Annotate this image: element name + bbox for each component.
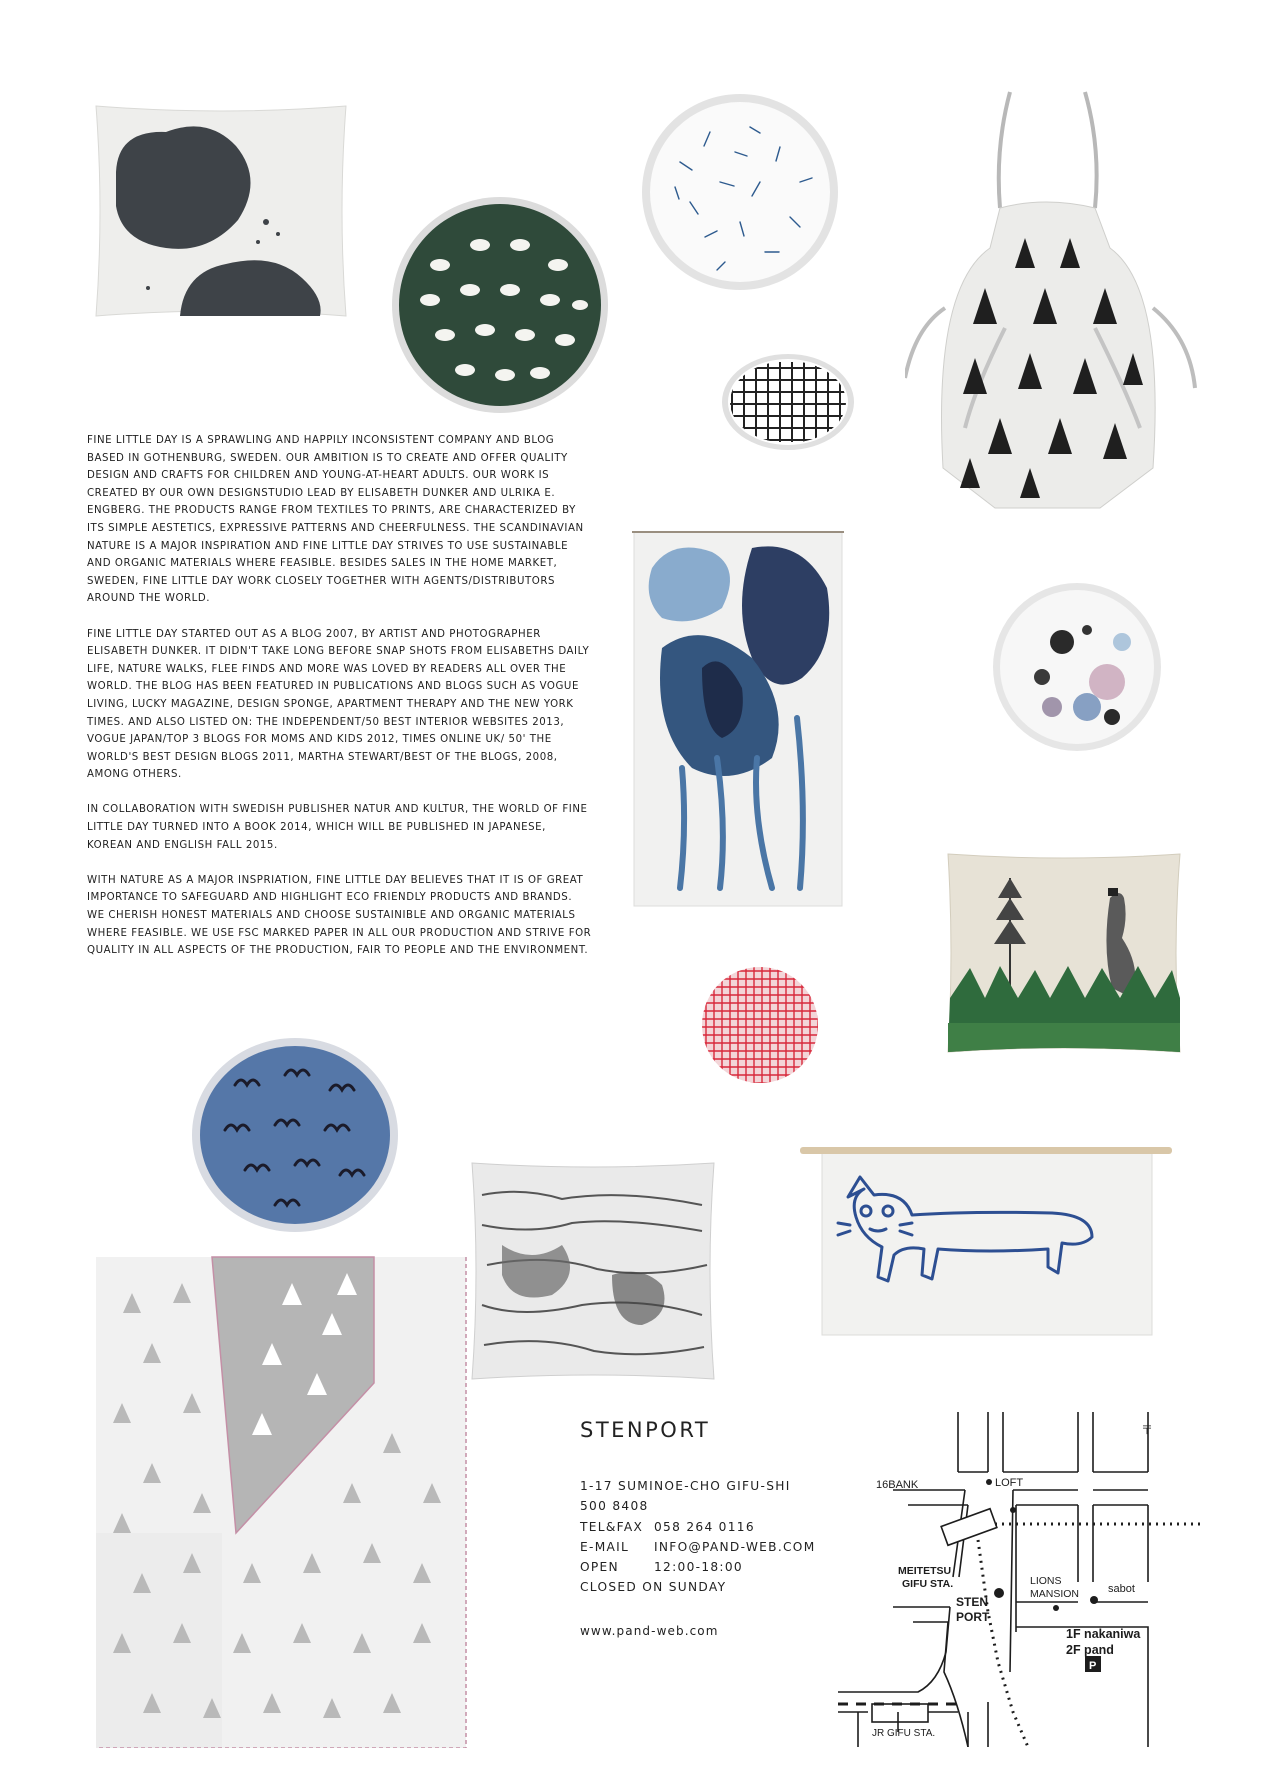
tel-label: TEL&FAX	[580, 1519, 644, 1534]
shop-tel-row	[580, 1517, 840, 1537]
location-map	[838, 1412, 1205, 1747]
website-link[interactable]: www.pand-web.com	[580, 1623, 719, 1638]
blue-stroke-tray-image	[640, 92, 840, 292]
shop-email-row	[580, 1537, 840, 1557]
about-paragraph: FINE LITTLE DAY STARTED OUT AS A BLOG 2007, BY ARTIST AND PHOTOGRAPHER ELISABETH DUNKER. IT DIDN'T TAKE LONG BEFORE SNAP SHOTS FROM ELISABETHS DAILY LIFE, NATURE WALKS, FLEE FINDS AND MORE WAS LOVED BY READERS ALL OVER THE WORLD. THE BLOG HAS BEEN FEATURED IN PUBLICATIONS AND BLOGS SUCH AS VOGUE LIVING, LUCKY MAGAZINE, DESIGN SPONGE, APARTMENT THERAPY AND THE NEW YORK TIMES. AND ALSO LISTED ON: THE INDEPENDENT/50 BEST INTERIOR WEBSITES 2013, VOGUE JAPAN/TOP 3 BLOGS FOR MOMS AND KIDS 2012, TIMES ONLINE UK/ 50' THE WORLD'S BEST DESIGN BLOGS 2011, MARTHA STEWART/BEST OF THE BLOGS, 2008, AMONG OTHERS.	[87, 628, 590, 781]
shop-closed: CLOSED ON SUNDAY	[580, 1580, 727, 1595]
blob-cushion-image	[88, 102, 354, 320]
shop-name: STENPORT	[580, 1418, 711, 1442]
map-label-lions: LIONS	[1030, 1575, 1062, 1587]
post-office-icon: 〒	[1141, 1423, 1154, 1437]
map-label-bank: 16BANK	[876, 1479, 919, 1491]
shop-info	[580, 1418, 840, 1638]
about-text	[87, 432, 592, 977]
tree-apron-image	[905, 88, 1200, 518]
green-bear-tray-image	[390, 195, 610, 415]
birch-cushion-image	[462, 1155, 724, 1387]
email-value[interactable]: INFO@PAND-WEB.COM	[654, 1539, 816, 1554]
open-label: OPEN	[580, 1560, 619, 1575]
forest-bird-cushion-image	[940, 848, 1188, 1058]
map-label-sten: STEN	[956, 1595, 989, 1609]
map-label-nakaniwa: 1F nakaniwa	[1066, 1627, 1141, 1641]
map-label-port: PORT	[956, 1610, 990, 1624]
about-paragraph: WITH NATURE AS A MAJOR INSPRIATION, FINE LITTLE DAY BELIEVES THAT IT IS OF GREAT IMPORTANCE TO SAFEGUARD AND HIGHLIGHT ECO FRIENDLY PRODUCTS AND BRANDS. WE CHERISH HONEST MATERIALS AND CHOOSE SUSTAINIBLE AND ORGANIC MATERIALS WHERE FEASIBLE. WE USE FSC MARKED PAPER IN ALL OUR PRODUCTION AND STRIVE FOR QUALITY IN ALL ASPECTS OF THE PRODUCTION, FAIR TO PEOPLE AND THE ENVIRONMENT.	[87, 874, 592, 957]
red-grid-tray-image	[700, 965, 820, 1085]
map-label-mansion: MANSION	[1030, 1588, 1080, 1600]
shop-postcode: 500 8408	[580, 1499, 649, 1514]
blue-bird-tray-image	[190, 1035, 400, 1235]
map-label-meitetsu-sta: GIFU STA.	[902, 1578, 954, 1590]
map-label-jr: JR GIFU STA.	[872, 1728, 936, 1739]
shop-open-row	[580, 1557, 840, 1577]
shop-address-line: 1-17 SUMINOE-CHO GIFU-SHI	[580, 1479, 791, 1493]
about-paragraph: IN COLLABORATION WITH SWEDISH PUBLISHER NATUR AND KULTUR, THE WORLD OF FINE LITTLE DAY TURNED INTO A BOOK 2014, WHICH WILL BE PUBLISHED IN JAPANESE, KOREAN AND ENGLISH FALL 2015.	[87, 804, 588, 851]
tree-blanket-image	[92, 1253, 470, 1748]
parking-label: P	[1089, 1660, 1097, 1672]
email-label: E-MAIL	[580, 1539, 630, 1554]
watercolor-hanging-image	[632, 528, 844, 908]
cat-hanging-image	[800, 1145, 1172, 1339]
tel-value: 058 264 0116	[654, 1519, 755, 1534]
open-value: 12:00-18:00	[654, 1560, 743, 1575]
map-label-meitetsu: MEITETSU	[898, 1565, 952, 1577]
paint-splash-tray-image	[992, 582, 1162, 752]
map-label-pand: 2F pand	[1066, 1643, 1114, 1657]
map-label-sabot: sabot	[1108, 1583, 1135, 1595]
grid-tray-image	[720, 352, 856, 452]
map-label-loft: LOFT	[995, 1477, 1024, 1489]
about-paragraph: FINE LITTLE DAY IS A SPRAWLING AND HAPPILY INCONSISTENT COMPANY AND BLOG BASED IN GOTHENBURG, SWEDEN. OUR AMBITION IS TO CREATE AND OFFER QUALITY DESIGN AND CRAFTS FOR CHILDREN AND YOUNG-AT-HEART ADULTS. OUR WORK IS CREATED BY OUR OWN DESIGNSTUDIO LEAD BY ELISABETH DUNKER AND ULRIKA E. ENGBERG. THE PRODUCTS RANGE FROM TEXTILES TO PRINTS, ARE CHARACTERIZED BY ITS SIMPLE AESTETICS, EXPRESSIVE PATTERNS AND CHEERFULNESS. THE SCANDINAVIAN NATURE IS A MAJOR INSPIRATION AND FINE LITTLE DAY STRIVES TO USE SUSTAINABLE AND ORGANIC MATERIALS WHERE FEASIBLE. BESIDES SALES IN THE HOME MARKET, SWEDEN, FINE LITTLE DAY WORK CLOSELY TOGETHER WITH AGENTS/DISTRIBUTORS AROUND THE WORLD.	[87, 435, 584, 605]
